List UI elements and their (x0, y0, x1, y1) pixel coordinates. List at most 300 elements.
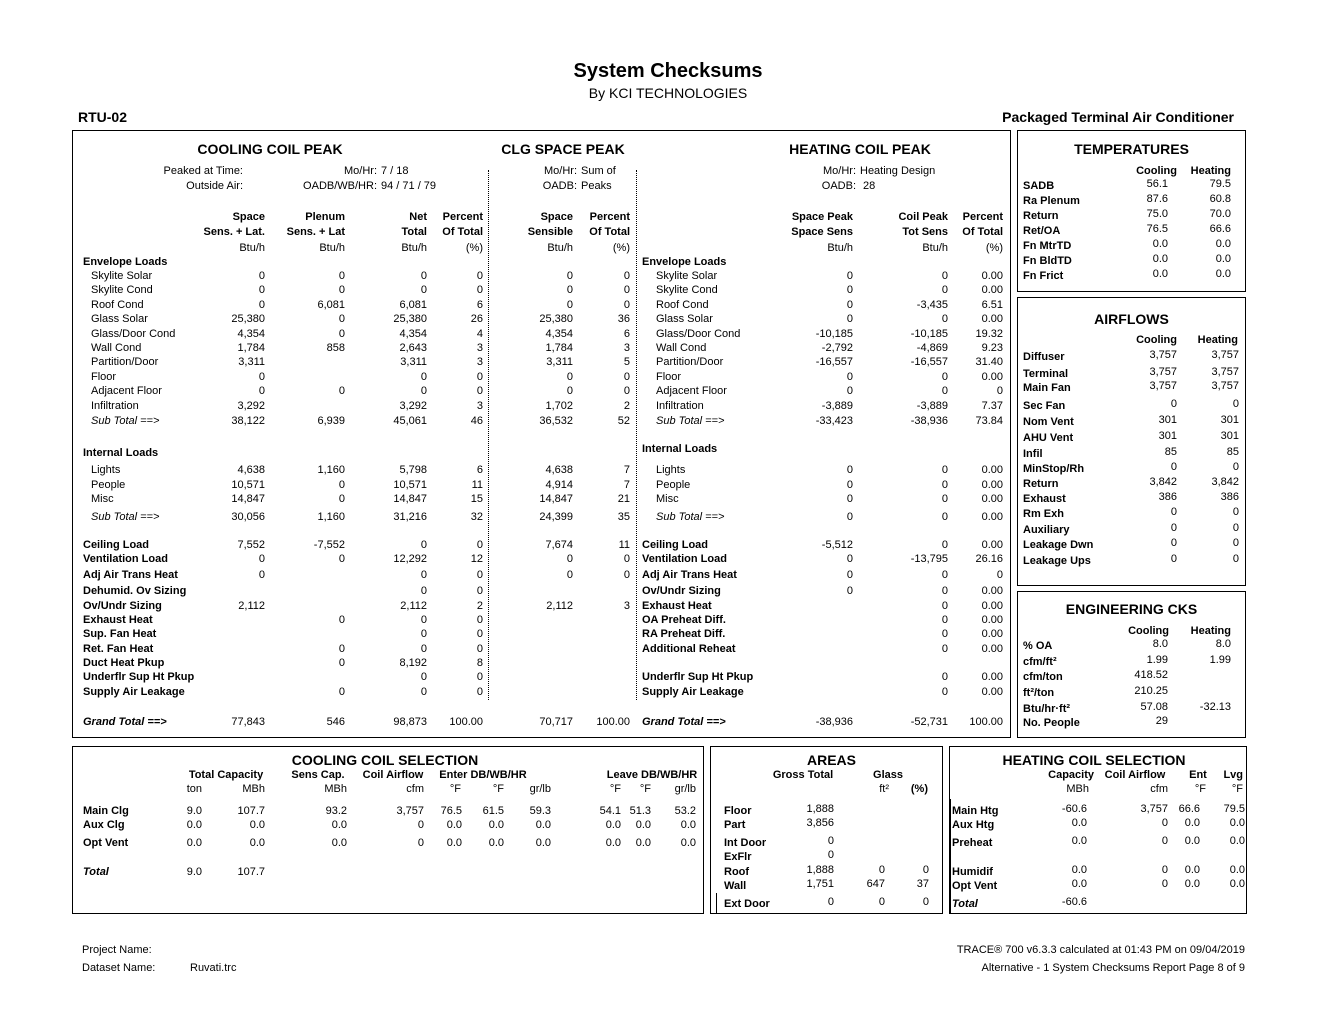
bottom-cell: 0 (258, 569, 265, 581)
heat-cell: 0 (846, 299, 853, 311)
cool-row-label: Sub Total ==> (91, 415, 160, 427)
cool-cell: 3 (476, 400, 483, 412)
engineering-cool-val: 29 (1155, 715, 1168, 727)
cool-header: Of Total (442, 226, 483, 238)
cool-row-label: Glass/Door Cond (91, 328, 176, 340)
heat-oadb-value: 28 (863, 180, 876, 192)
ccs-header: Coil Airflow (362, 769, 424, 781)
bottom-cell: 0 (258, 553, 265, 565)
cool-cell: 0 (623, 270, 630, 282)
internal-cell: 15 (470, 493, 483, 505)
cool-cell: 3,311 (546, 356, 573, 368)
heat-cell: 0 (846, 270, 853, 282)
heat-bottom-row-label: Underflr Sup Ht Pkup (642, 671, 754, 683)
space-oadb-value: Peaks (581, 180, 612, 192)
internal-row-label: Lights (91, 464, 121, 476)
heat-internal-cell: 0 (941, 479, 948, 491)
areas-gross: 0 (827, 896, 834, 908)
bottom-cell: 2,112 (400, 600, 427, 612)
engineering-row-label: Btu/hr·ft² (1023, 703, 1071, 715)
areas-gross: 3,856 (806, 817, 834, 829)
heat-bottom-cell: -5,512 (821, 539, 853, 551)
bottom-row-label: Ret. Fan Heat (83, 643, 154, 655)
areas-pct: 37 (916, 878, 929, 890)
airflows-title: AIRFLOWS (1094, 311, 1169, 327)
engineering-col-heating: Heating (1190, 625, 1231, 637)
ccs-cell: 107.7 (237, 866, 265, 878)
dataset-label: Dataset Name: (82, 962, 156, 974)
cool-cell: 2 (623, 400, 630, 412)
heat-bottom-row-label: Supply Air Leakage (642, 686, 744, 698)
cooling-selection-title: COOLING COIL SELECTION (291, 752, 479, 768)
heat-cell: 7.37 (981, 400, 1003, 412)
bottom-cell: 0 (338, 643, 345, 655)
temperatures-cool-val: 76.5 (1146, 223, 1168, 235)
areas-glass: 0 (878, 864, 885, 876)
bottom-cell: 11 (618, 539, 630, 551)
ccs-unit: MBh (242, 783, 265, 795)
ccs-header: Sens Cap. (291, 769, 345, 781)
bottom-cell: 0 (338, 614, 345, 626)
heat-row-label: Envelope Loads (642, 256, 727, 268)
heat-grand-cell: 100.00 (969, 716, 1003, 728)
cool-cell: 0 (420, 371, 427, 383)
cool-cell: 25,380 (539, 313, 573, 325)
engineering-row-label: ft²/ton (1023, 687, 1055, 699)
airflows-heat-val: 0 (1232, 522, 1239, 534)
heat-bottom-cell: 0.00 (981, 614, 1003, 626)
cool-cell: 0 (258, 385, 265, 397)
cool-cell: 0 (338, 284, 345, 296)
airflows-heat-val: 386 (1220, 491, 1239, 503)
bottom-row-label: Sup. Fan Heat (83, 628, 157, 640)
ccs-unit: cfm (406, 783, 424, 795)
grand-cell: 100.00 (449, 716, 483, 728)
cool-header: Space (232, 211, 265, 223)
cool-header: Btu/h (239, 242, 265, 254)
hcs-cell: 0.0 (1071, 835, 1087, 847)
cool-row-label: Skylite Cond (91, 284, 153, 296)
cool-row-label: Roof Cond (91, 299, 144, 311)
ccs-cell: 0.0 (249, 819, 265, 831)
cool-cell: 3,311 (238, 356, 265, 368)
engineering-row-label: % OA (1023, 640, 1053, 652)
heat-bottom-cell: 26.16 (975, 553, 1003, 565)
airflows-cool-val: 0 (1170, 461, 1177, 473)
airflows-heat-val: 301 (1220, 414, 1239, 426)
bottom-cell: 0 (420, 671, 427, 683)
hcs-cell: 0 (1161, 878, 1168, 890)
internal-loads-title: Internal Loads (83, 447, 159, 459)
heat-internal-cell: 0 (941, 493, 948, 505)
heat-grand-cell: -52,731 (910, 716, 948, 728)
ccs-cell: 0.0 (680, 837, 696, 849)
cool-cell: 4,354 (545, 328, 573, 340)
ccs-unit: °F (449, 783, 461, 795)
ccs-cell: 0.0 (331, 819, 347, 831)
temperatures-cool-val: 87.6 (1146, 193, 1168, 205)
bottom-cell: 0 (623, 553, 630, 565)
heat-internal-cell: 0.00 (981, 511, 1003, 523)
heat-cell: -2,792 (821, 342, 853, 354)
airflows-cool-val: 0 (1170, 522, 1177, 534)
heat-bottom-cell: 0.00 (981, 643, 1003, 655)
temperatures-cool-val: 75.0 (1146, 208, 1168, 220)
bottom-cell: 12 (470, 553, 483, 565)
bottom-cell: 0 (476, 614, 483, 626)
internal-cell: 1,160 (317, 511, 345, 523)
airflows-heat-val: 3,842 (1211, 476, 1239, 488)
engineering-cool-val: 1.99 (1146, 654, 1168, 666)
airflows-row-label: AHU Vent (1023, 432, 1074, 444)
bottom-cell: 0 (476, 628, 483, 640)
ccs-cell: 0.0 (446, 819, 462, 831)
hcs-cell: 0 (1161, 835, 1168, 847)
heat-bottom-cell: 0 (941, 614, 948, 626)
bottom-cell: 7,552 (237, 539, 265, 551)
heat-cell: 0.00 (981, 371, 1003, 383)
airflows-row-label: MinStop/Rh (1023, 463, 1085, 475)
report-subtitle: By KCI TECHNOLOGIES (588, 85, 748, 101)
bottom-cell: 0 (420, 614, 427, 626)
report-page-info: Alternative - 1 System Checksums Report Page 8 of 9 (981, 962, 1245, 974)
space-mohr-label: Mo/Hr: (544, 165, 577, 177)
cool-cell: 0 (420, 270, 427, 282)
heat-internal-cell: 0.00 (981, 464, 1003, 476)
ccs-cell: 0 (417, 837, 424, 849)
hcs-cell: 0.0 (1184, 864, 1200, 876)
bottom-cell: 0 (338, 657, 345, 669)
bottom-cell: 0 (420, 628, 427, 640)
hcs-cell: 3,757 (1140, 803, 1168, 815)
mohr-value: 7 / 18 (381, 165, 409, 177)
areas-row-label: Roof (724, 866, 750, 878)
ccs-header: Leave DB/WB/HR (606, 769, 698, 781)
cool-cell: 36 (617, 313, 630, 325)
heat-row-label: Partition/Door (656, 356, 724, 368)
hcs-cell: -60.6 (1061, 803, 1087, 815)
heat-cell: -38,936 (910, 415, 948, 427)
heat-bottom-row-label: OA Preheat Diff. (642, 614, 726, 626)
ccs-cell: 0.0 (186, 819, 202, 831)
heat-row-label: Skylite Solar (656, 270, 718, 282)
cool-cell: 1,784 (545, 342, 573, 354)
bottom-row-label: Ceiling Load (83, 539, 149, 551)
areas-unit: ft² (879, 783, 889, 795)
areas-pct: 0 (922, 896, 929, 908)
cool-row-label: Floor (91, 371, 117, 383)
heat-cell: 0.00 (981, 313, 1003, 325)
airflows-row-label: Leakage Ups (1023, 555, 1091, 567)
hcs-header: Ent (1189, 769, 1207, 781)
internal-cell: 5,798 (399, 464, 427, 476)
heat-cell: 0.00 (981, 270, 1003, 282)
heat-internal-cell: 0 (846, 479, 853, 491)
space-header: (%) (612, 242, 630, 254)
bottom-row-label: Supply Air Leakage (83, 686, 185, 698)
heat-bottom-cell: 0 (941, 600, 948, 612)
cool-cell: 0 (476, 385, 483, 397)
heat-header: Tot Sens (902, 226, 948, 238)
heat-bottom-cell: 0.00 (981, 671, 1003, 683)
ccs-cell: 53.2 (674, 805, 696, 817)
heat-bottom-row-label: Ceiling Load (642, 539, 708, 551)
cool-cell: 0 (623, 371, 630, 383)
hcs-cell: 79.5 (1223, 803, 1245, 815)
heat-header: Percent (962, 211, 1003, 223)
oadb-value: 94 / 71 / 79 (381, 180, 437, 192)
internal-cell: 31,216 (393, 511, 427, 523)
oadb-label: OADB/WB/HR: (303, 180, 377, 192)
cool-cell: 2,643 (399, 342, 427, 354)
heat-header: Of Total (962, 226, 1003, 238)
heat-bottom-cell: 0 (846, 569, 853, 581)
heat-bottom-cell: 0 (941, 643, 948, 655)
engineering-col-cooling: Cooling (1128, 625, 1169, 637)
bottom-row-label: Exhaust Heat (83, 614, 153, 626)
areas-row-label: ExFlr (724, 851, 752, 863)
heat-bottom-cell: 0 (941, 585, 948, 597)
airflows-heat-val: 3,757 (1211, 349, 1239, 361)
ccs-unit: °F (609, 783, 621, 795)
heat-internal-row-label: Sub Total ==> (656, 511, 725, 523)
hcs-row-label: Preheat (952, 837, 993, 849)
space-header: Percent (589, 211, 630, 223)
airflows-cool-val: 0 (1170, 506, 1177, 518)
temperatures-cool-val: 56.1 (1146, 178, 1168, 190)
ccs-cell: 0.0 (635, 837, 651, 849)
areas-unit: (%) (910, 783, 928, 795)
hcs-cell: 0.0 (1229, 864, 1245, 876)
temperatures-heat-val: 70.0 (1209, 208, 1231, 220)
heat-cell: 0 (846, 313, 853, 325)
hcs-label-divider (949, 799, 951, 914)
cool-cell: 5 (623, 356, 630, 368)
divider-2 (636, 170, 637, 700)
airflows-cool-val: 0 (1170, 537, 1177, 549)
hcs-unit: MBh (1066, 783, 1089, 795)
heat-bottom-row-label: Exhaust Heat (642, 600, 712, 612)
heat-cell: -10,185 (815, 328, 853, 340)
heat-mohr-label: Mo/Hr: (823, 165, 856, 177)
heat-cell: -16,557 (910, 356, 948, 368)
heat-internal-row-label: Misc (656, 493, 679, 505)
internal-cell: 0 (338, 493, 345, 505)
cool-cell: 3,292 (399, 400, 427, 412)
hcs-header: Capacity (1048, 769, 1094, 781)
airflows-heat-val: 3,757 (1211, 380, 1239, 392)
areas-row-label: Part (724, 819, 746, 831)
heat-oadb-label: OADB: (821, 180, 856, 192)
hcs-unit: cfm (1150, 783, 1168, 795)
ccs-cell: 76.5 (440, 805, 462, 817)
heat-row-label: Infiltration (656, 400, 704, 412)
trace-info: TRACE® 700 v6.3.3 calculated at 01:43 PM on 09/04/2019 (956, 944, 1245, 956)
temperatures-cool-val: 0.0 (1152, 238, 1168, 250)
temperatures-heat-val: 79.5 (1209, 178, 1231, 190)
heat-row-label: Floor (656, 371, 682, 383)
heat-row-label: Skylite Cond (656, 284, 718, 296)
heat-bottom-cell: 0.00 (981, 600, 1003, 612)
cool-row-label: Glass Solar (91, 313, 148, 325)
internal-cell: 6 (476, 464, 483, 476)
engineering-heat-val: -32.13 (1199, 701, 1231, 713)
temperatures-row-label: SADB (1023, 180, 1055, 192)
hcs-row-label: Aux Htg (952, 819, 995, 831)
cool-cell: 0 (623, 284, 630, 296)
ccs-unit: gr/lb (529, 783, 551, 795)
internal-row-label: People (91, 479, 126, 491)
airflows-cool-val: 3,842 (1149, 476, 1177, 488)
internal-cell: 35 (617, 511, 630, 523)
bottom-cell: 2 (476, 600, 483, 612)
temperatures-heat-val: 0.0 (1215, 253, 1231, 265)
cool-cell: 6,081 (317, 299, 345, 311)
bottom-cell: 3 (623, 600, 630, 612)
cool-header: Sens. + Lat (286, 226, 345, 238)
bottom-cell: 0 (420, 585, 427, 597)
ccs-unit: °F (492, 783, 504, 795)
internal-row-label: Sub Total ==> (91, 511, 160, 523)
airflows-heat-val: 0 (1232, 461, 1239, 473)
heat-header: Space Peak (791, 211, 853, 223)
space-header: Of Total (589, 226, 630, 238)
cool-row-label: Wall Cond (91, 342, 142, 354)
airflows-cool-val: 85 (1164, 446, 1177, 458)
cool-cell: 0 (338, 328, 345, 340)
cool-cell: 6 (623, 328, 630, 340)
bottom-cell: 0 (476, 671, 483, 683)
heat-cell: -33,423 (815, 415, 853, 427)
heat-cell: 0 (846, 385, 853, 397)
airflows-row-label: Leakage Dwn (1023, 539, 1094, 551)
grand-cell: 100.00 (596, 716, 630, 728)
bottom-cell: 0 (420, 643, 427, 655)
hcs-row-label: Humidif (952, 866, 993, 878)
cool-cell: 0 (258, 284, 265, 296)
airflows-cool-val: 0 (1170, 398, 1177, 410)
system-type: Packaged Terminal Air Conditioner (1002, 109, 1234, 125)
airflows-row-label: Terminal (1023, 368, 1069, 380)
bottom-cell: 0 (566, 553, 573, 565)
engineering-heat-val: 1.99 (1209, 654, 1231, 666)
airflows-cool-val: 386 (1158, 491, 1177, 503)
heat-mohr-value: Heating Design (860, 165, 936, 177)
ccs-cell: 0.0 (186, 837, 202, 849)
heating-peak-title: HEATING COIL PEAK (789, 141, 931, 157)
heat-grand-total-label: Grand Total ==> (642, 716, 726, 728)
areas-row-label: Int Door (724, 837, 767, 849)
ccs-cell: 51.3 (629, 805, 651, 817)
ccs-row-label: Total (83, 866, 109, 878)
hcs-cell: 0.0 (1071, 878, 1087, 890)
heat-cell: -10,185 (910, 328, 948, 340)
bottom-cell: -7,552 (313, 539, 345, 551)
hcs-cell: 0.0 (1229, 835, 1245, 847)
temperatures-row-label: Fn Frict (1023, 270, 1064, 282)
cool-cell: 0 (258, 299, 265, 311)
areas-row-label: Floor (724, 805, 752, 817)
hcs-cell: 66.6 (1178, 803, 1200, 815)
heat-bottom-row-label: RA Preheat Diff. (642, 628, 726, 640)
areas-gross: 1,751 (806, 878, 834, 890)
ccs-unit: gr/lb (674, 783, 696, 795)
ccs-cell: 0.0 (635, 819, 651, 831)
cool-cell: 0 (566, 299, 573, 311)
cool-header: Net (409, 211, 427, 223)
internal-cell: 7 (623, 479, 630, 491)
engineering-cool-val: 8.0 (1152, 638, 1168, 650)
ccs-cell: 0.0 (331, 837, 347, 849)
grand-cell: 546 (326, 716, 345, 728)
heat-row-label: Sub Total ==> (656, 415, 725, 427)
temperatures-col-cooling: Cooling (1136, 165, 1177, 177)
ccs-cell: 0.0 (249, 837, 265, 849)
space-oadb-label: OADB: (542, 180, 577, 192)
heat-cell: 19.32 (975, 328, 1003, 340)
airflows-heat-val: 85 (1226, 446, 1239, 458)
cool-cell: 25,380 (393, 313, 427, 325)
bottom-row-label: Underflr Sup Ht Pkup (83, 671, 195, 683)
cool-cell: 858 (326, 342, 345, 354)
engineering-row-label: cfm/ton (1023, 671, 1063, 683)
areas-extdoor-divider (716, 893, 717, 914)
hcs-row-label: Main Htg (952, 805, 999, 817)
grand-total-label: Grand Total ==> (83, 716, 167, 728)
cool-cell: 38,122 (231, 415, 265, 427)
temperatures-heat-val: 66.6 (1209, 223, 1231, 235)
cool-cell: 0 (566, 270, 573, 282)
internal-cell: 32 (470, 511, 483, 523)
heat-row-label: Glass/Door Cond (656, 328, 741, 340)
airflows-row-label: Rm Exh (1023, 508, 1064, 520)
areas-gross: 0 (827, 835, 834, 847)
airflows-row-label: Nom Vent (1023, 416, 1074, 428)
temperatures-heat-val: 0.0 (1215, 268, 1231, 280)
temperatures-title: TEMPERATURES (1074, 141, 1189, 157)
cool-cell: 0 (258, 270, 265, 282)
airflows-cool-val: 3,757 (1149, 380, 1177, 392)
cool-cell: 0 (420, 284, 427, 296)
heat-cell: 0 (941, 313, 948, 325)
heat-header: (%) (985, 242, 1003, 254)
heat-cell: -3,889 (821, 400, 853, 412)
bottom-row-label: Duct Heat Pkup (83, 657, 165, 669)
cool-cell: 0 (258, 371, 265, 383)
ccs-unit: °F (639, 783, 651, 795)
heat-internal-cell: 0 (846, 511, 853, 523)
heat-grand-cell: -38,936 (815, 716, 853, 728)
hcs-header: Coil Airflow (1104, 769, 1166, 781)
outside-air-label: Outside Air: (186, 180, 243, 192)
heat-cell: 0 (846, 371, 853, 383)
cool-cell: 45,061 (393, 415, 427, 427)
heat-header: Btu/h (922, 242, 948, 254)
heat-header: Btu/h (827, 242, 853, 254)
temperatures-row-label: Return (1023, 210, 1059, 222)
grand-cell: 70,717 (539, 716, 573, 728)
cool-cell: 36,532 (539, 415, 573, 427)
cool-cell: 52 (617, 415, 630, 427)
ccs-cell: 9.0 (186, 805, 202, 817)
airflows-row-label: Auxiliary (1023, 524, 1070, 536)
airflows-heat-val: 0 (1232, 398, 1239, 410)
heat-cell: 0 (996, 385, 1003, 397)
cool-header: Total (401, 226, 427, 238)
temperatures-row-label: Fn MtrTD (1023, 240, 1072, 252)
cool-cell: 0 (566, 371, 573, 383)
peaked-at-label: Peaked at Time: (163, 165, 243, 177)
